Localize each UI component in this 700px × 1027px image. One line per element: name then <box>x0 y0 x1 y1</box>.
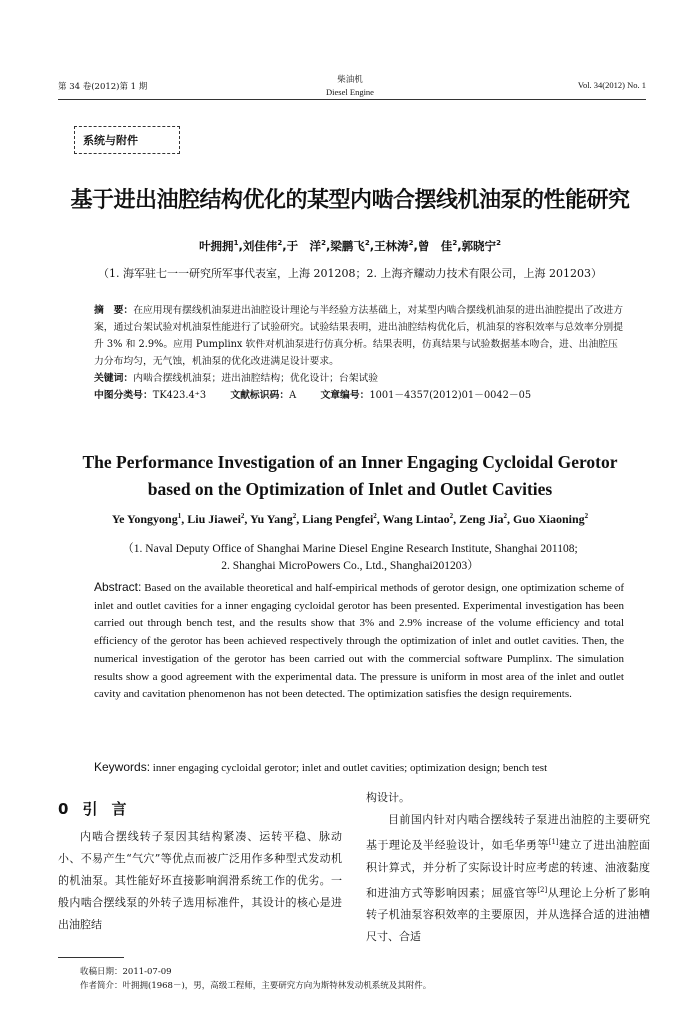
author-cn: 王林涛$^2$ <box>374 239 414 253</box>
abstract-cn <box>94 302 624 404</box>
affiliation-cn: （1. 海军驻七一一研究所军事代表室，上海 201208；2. 上海齐耀动力技术有限公司，上海 201203） <box>98 267 602 280</box>
section-label-box <box>74 126 180 154</box>
author-cn: 郭晓宁$^2$ <box>461 239 501 253</box>
abstract-en-text: Based on the available theoretical and half-empirical methods of gerotor design, one optimization scheme of inlet and outlet cavities for a inner engaging cycloidal gerotor has been presented. Experimental investigation has been carried out through bench test, and the results show that 3% and 2.9% increase of the volume efficiency and total efficiency of the gerotor has been achieved respectively through the optimization of inlet and outlet cavities. Then, the numerical investigation of the gerotor has been carried out with the commercial software Pumplinx. The simulation results show a good agreement with the experimental data. The pressure is uniform in most area of the inlet and outlet cavity and cavitation phenomenon has not been detected. The optimization satisfies the design requirements. <box>94 582 625 701</box>
citation: [1] <box>548 838 559 846</box>
keywords-en: Keywords: inner engaging cycloidal gerotor; inlet and outlet cavities; optimization design; bench test <box>94 760 548 774</box>
abstract-cn-label: 摘 要： <box>94 305 134 316</box>
author-en: Wang Lintao$^2$ <box>382 512 454 526</box>
journal-name-cn: 柴油机 <box>337 75 363 85</box>
body-column-left <box>58 826 342 936</box>
author-en: Zeng Jia$^2$ <box>459 512 507 526</box>
classification-cn: 中图分类号：TK423.4⁺3 文献标识码：A 文章编号：1001－4357(2012)01－0042－05 <box>94 390 532 401</box>
journal-name-en: Diesel Engine <box>326 87 374 97</box>
header-rule <box>58 99 646 100</box>
paragraph-continued: 构设计。 <box>366 791 410 804</box>
author-cn: 梁鹏飞$^2$ <box>330 239 370 253</box>
paragraph: 目前国内针对内啮合摆线转子泵进出油腔的主要研究基于理论及半经验设计，如毛华勇等[1]建立了进出油腔面积计算式，并分析了实际设计时应考虑的转速、油液黏度和进油方式等影响因素；屈盛官等[2]从理论上分析了影响转子机油泵容积效率的主要原因，并从选择合适的进油槽尺寸、合适 <box>366 813 651 944</box>
section-label: 系统与附件 <box>83 134 138 147</box>
author-en: Liu Jiawei$^2$ <box>187 512 245 526</box>
abstract-en <box>94 579 624 704</box>
author-cn: 叶拥拥$^1$ <box>199 239 239 253</box>
journal-issue: 第 34 卷(2012)第 1 期 <box>58 82 148 92</box>
footnote-received: 收稿日期：2011-07-09 <box>80 967 172 977</box>
citation: [2] <box>537 885 548 894</box>
footnote-author: 作者简介：叶拥拥(1968－)，男，高级工程师，主要研究方向为斯特林发动机系统及其附件。 <box>80 981 432 991</box>
footnote-rule <box>58 957 124 958</box>
keywords-cn: 关键词：内啮合摆线机油泵；进出油腔结构；优化设计；台架试验 <box>94 373 379 384</box>
abstract-cn-text: 在应用现有摆线机油泵进出油腔设计理论与半经验方法基础上，对某型内啮合摆线机油泵的进出油腔提出了改进方案，通过台架试验对机油泵性能进行了试验研究。试验结果表明，进出油腔结构优化后，机油泵的容积效率与总效率分别提升 3% 和 2.9%。应用 Pumplinx 软件对机油泵进行仿真分析。结果表明，仿真结果与试验数据基本吻合，进、出油腔压力分布均匀，无气蚀，机油泵的优化改进满足设计要求。 <box>94 305 624 367</box>
section-heading: 0引言 <box>58 800 141 818</box>
paragraph: 内啮合摆线转子泵因其结构紧凑、运转平稳、脉动小、不易产生“气穴”等优点而被广泛用作多种型式发动机的机油泵。其性能好坏直接影响润滑系统工作的优劣。一般内啮合摆线泵的外转子选用标准件，其设计的核心是进出油腔结 <box>58 830 342 931</box>
author-en: Yu Yang$^2$ <box>249 512 297 526</box>
title-cn: 基于进出油腔结构优化的某型内啮合摆线机油泵的性能研究 <box>70 188 630 213</box>
author-en: Ye Yongyong$^1$ <box>111 512 182 526</box>
abstract-cn-body <box>94 302 624 370</box>
author-en: Liang Pengfei$^2$ <box>302 512 377 526</box>
affiliation-en: （1. Naval Deputy Office of Shanghai Marine Diesel Engine Research Institute, Shanghai 201108; 2. Shanghai MicroPowers Co., Ltd., Shanghai201203） <box>122 543 578 572</box>
author-cn: 曾 佳$^2$ <box>417 239 458 253</box>
title-en: The Performance Investigation of an Inner Engaging Cycloidal Gerotor based on the Optimization of Inlet and Outlet Cavities <box>82 452 618 499</box>
abstract-en-label: Abstract: <box>94 580 142 594</box>
body-column-right <box>366 787 650 948</box>
author-cn: 于 洋$^2$ <box>286 239 326 253</box>
author-en: Guo Xiaoning$^2$ <box>512 512 589 526</box>
author-cn: 刘佳伟$^2$ <box>242 239 283 253</box>
authors-cn: 叶拥拥$^1$,刘佳伟$^2$,于 洋$^2$,梁鹏飞$^2$,王林涛$^2$,曾 佳$^2$,郭晓宁$^2$ <box>199 239 501 253</box>
authors-en: Ye Yongyong$^1$, Liu Jiawei$^2$, Yu Yang$^2$, Liang Pengfei$^2$, Wang Lintao$^2$, Zeng Jia$^2$, Guo Xiaoning$^2$ <box>111 512 589 526</box>
journal-volume: Vol. 34(2012) No. 1 <box>577 80 646 90</box>
